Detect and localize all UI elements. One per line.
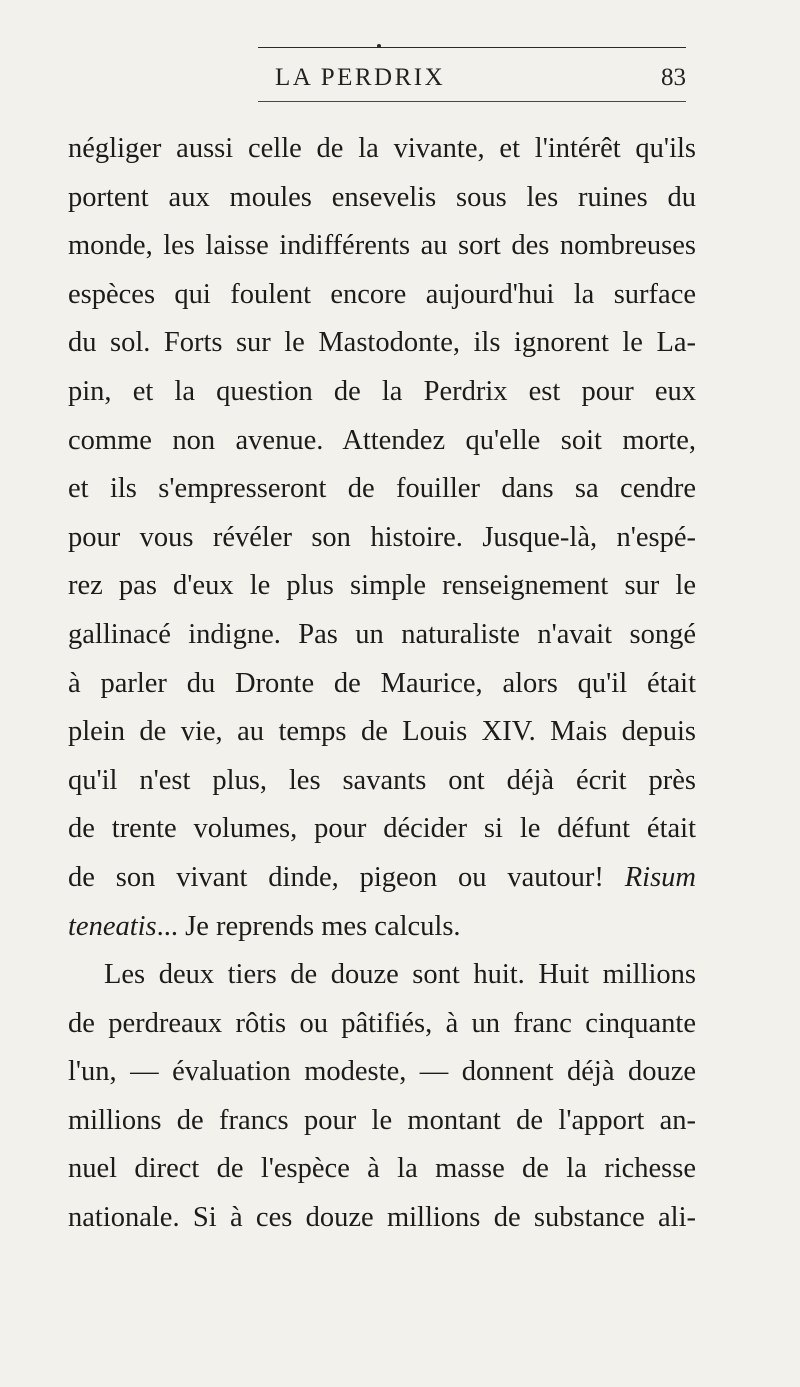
text-line: de trente volumes, pour décider si le défunt était [68,813,696,845]
text-line: négliger aussi celle de la vivante, et l'intérêt qu'ils [68,133,696,164]
text-line: rez pas d'eux le plus simple renseignement sur le [68,570,696,602]
text-line: nationale. Si à ces douze millions de substance ali- [68,1202,696,1234]
text-line: gallinacé indigne. Pas un naturaliste n'avait songé [68,618,696,650]
top-rule [258,47,686,48]
running-head [258,64,686,100]
page-number: 83 [661,64,686,91]
italic-phrase: teneatis [68,910,157,942]
text-line: millions de francs pour le montant de l'apport an- [68,1104,696,1136]
text-line: du sol. Forts sur le Mastodonte, ils ignorent le La- [68,327,696,359]
running-title: LA PERDRIX [275,64,446,91]
body-text [68,125,696,1243]
italic-phrase: Risum [624,861,696,893]
paragraph-start-line: Les deux tiers de douze sont huit. Huit millions [104,959,696,991]
text-line: espèces qui foulent encore aujourd'hui la surface [68,278,696,310]
text-line: portent aux moules ensevelis sous les ruines du [68,181,696,213]
text-segment: ... Je reprends mes calculs. [156,910,461,942]
text-line: pin, et la question de la Perdrix est pour eux [68,375,696,407]
text-line: nuel direct de l'espèce à la masse de la richesse [68,1153,696,1185]
rule-ornament [377,44,381,48]
header-rule [258,101,686,102]
text-line: plein de vie, au temps de Louis XIV. Mais depuis [68,716,696,748]
text-segment: de son vivant dinde, pigeon ou vautour! [68,861,625,893]
text-line: pour vous révéler son histoire. Jusque-là, n'espé- [68,521,696,553]
text-line: et ils s'empresseront de fouiller dans sa cendre [68,473,696,505]
text-line: à parler du Dronte de Maurice, alors qu'il était [68,667,696,699]
text-line: qu'il n'est plus, les savants ont déjà écrit près [68,764,696,796]
text-line: l'un, — évaluation modeste, — donnent déjà douze [68,1056,696,1088]
text-line: monde, les laisse indifférents au sort des nombreuses [68,230,696,262]
text-line-with-italic [68,854,696,903]
text-line: de perdreaux rôtis ou pâtifiés, à un franc cinquante [68,1007,696,1039]
text-line: comme non avenue. Attendez qu'elle soit morte, [68,424,696,456]
paragraph-end-line [68,903,696,952]
